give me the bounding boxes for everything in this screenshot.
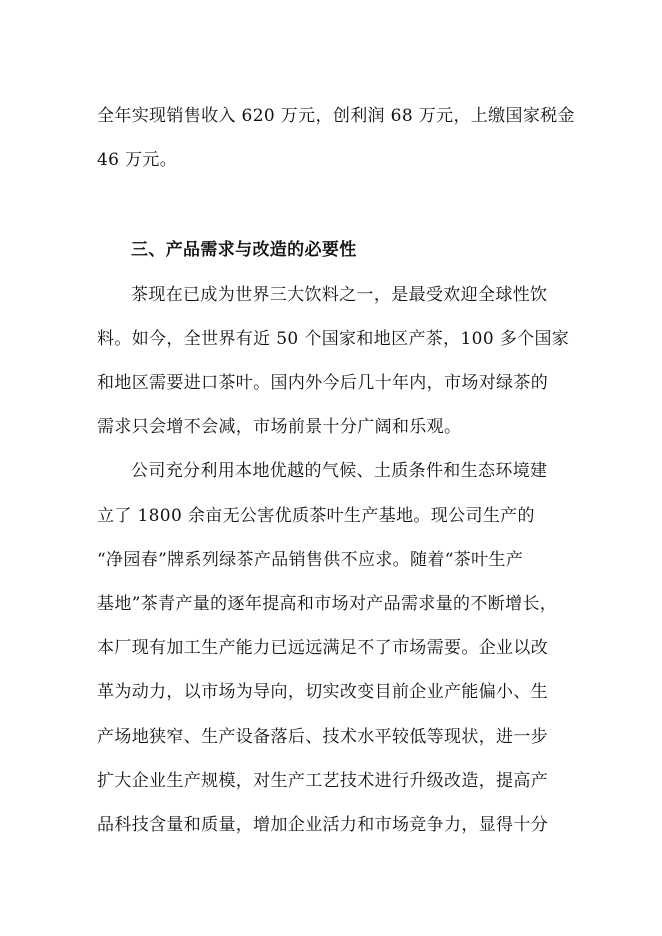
text-line: 需求只会增不会减，市场前景十分广阔和乐观。 <box>97 417 462 437</box>
text-line: 立了 1800 余亩无公害优质茶叶生产基地。现公司生产的 <box>97 506 535 526</box>
text-line: “净园春”牌系列绿茶产品销售供不应求。随着“茶叶生产 <box>97 550 524 570</box>
text-line: 和地区需要进口茶叶。国内外今后几十年内，市场对绿茶的 <box>97 373 549 393</box>
section-heading: 三、产品需求与改造的必要性 <box>131 240 357 260</box>
text-line: 品科技含量和质量，增加企业活力和市场竞争力，显得十分 <box>97 815 549 835</box>
text-line: 本厂现有加工生产能力已远远满足不了市场需要。企业以改 <box>97 638 549 658</box>
text-line: 料。如今，全世界有近 50 个国家和地区产茶，100 多个国家 <box>97 329 570 349</box>
text-line: 产场地狭窄、生产设备落后、技术水平较低等现状，进一步 <box>97 727 549 747</box>
text-line: 公司充分利用本地优越的气候、土质条件和生态环境建 <box>131 461 548 481</box>
text-line: 46 万元。 <box>97 150 178 170</box>
text-line: 基地”茶青产量的逐年提高和市场对产品需求量的不断增长， <box>97 594 558 614</box>
text-line: 茶现在已成为世界三大饮料之一，是最受欢迎全球性饮 <box>131 285 548 305</box>
text-line: 扩大企业生产规模，对生产工艺技术进行升级改造，提高产 <box>97 771 549 791</box>
text-line: 全年实现销售收入 620 万元，创利润 68 万元，上缴国家税金 <box>97 106 575 126</box>
text-line: 革为动力，以市场为导向，切实改变目前企业产能偏小、生 <box>97 682 549 702</box>
